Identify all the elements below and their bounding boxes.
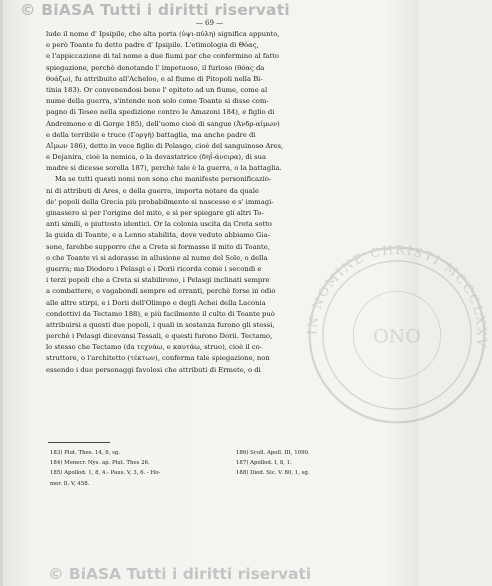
text-line: spiegazione, perchè denotando l' impetuoso, il furioso (θόας da [46,63,265,72]
text-line: la guida di Toante, e a Lenno stabilita, dove veduto abbiamo Gia- [46,231,270,240]
text-line: e della terribile e truce (Γοργή) battaglia, ma anche padre di [46,130,256,139]
footnote: 186) Scoll. Apoll. III, 1090. [236,450,310,456]
text-line: struttore, o l'architetto (τέκτων), conferma tale spiegazione, non [46,354,270,363]
text-line: guerra; ma Diodoro i Pelasgi e i Dorii ricorda come i secondi e [46,264,262,273]
text-line: de' popoli della Grecia più probabilmente si nascesse e s' immagi- [46,197,274,206]
text-line: perchè i Pelasgi dicevansi Tessali, e questi furono Dorii. Tectamo, [46,332,273,341]
text-line: madre si dicesse sorella 187), perchè tale è la guerra, o la battaglia. [46,164,282,173]
text-line: lo stesso che Tectamo (da τεχνάω, e καυτάω, struo), cioè il co- [46,343,263,352]
footnote-rule [48,442,110,443]
text-line: e l'appiccazione di tal nome a due fiumi par che confermino al fatto [46,52,279,61]
text-line: lude il nome d' Ipsipile, che alta porta (ὑψι-πύλη) significa appunto, [46,30,280,38]
footnotes-left [50,448,200,489]
footnote: 185) Apollod. 1, 8, 4.- Paus. V, 3, 6. - Ho- [50,470,161,477]
text-line: nume della guerra, s'intende non solo come Toante si disse com- [46,97,269,106]
footnote: 188) Diod. Sic. V. 80, 1, sg. [236,470,310,477]
seal-ring-text: IN NOMINE CHRISTI MCCCLXXV [305,243,489,350]
footnote: 187) Apollod. I, 8, 1. [236,460,292,467]
text-line: e però Toante fu detto padre d' Ipsipile. L'etimologia di Θόας, [46,41,259,50]
seal-letters: ONO [373,325,421,348]
text-line: anti simili, o piuttosto identici. Or la colonia uscita da Creta sotto [46,220,272,229]
footnote: mer. Il. V, 458. [50,480,90,487]
text-line: θοάζω), fu attribuito all'Acheloo, e al fiume di Pitopoli nella Bi- [46,74,263,83]
body-text [46,29,376,376]
text-line: attribuirsi a questi due popoli, i quali in sostanza furono gli stessi, [46,320,275,329]
text-line: Ma se tutti questi nomi non sono che manifeste personificazio- [55,175,272,184]
text-line: essendo i due personaggi favolosi che attributi di Ermete, o di [46,365,261,374]
text-line: pagno di Teseo nella spedizione contro le Amazoni 184), e figlio di [46,108,275,117]
page-number: — 69 — [195,19,224,27]
text-line: ni di attributi di Ares, e della guerra, importa notare da quale [46,186,260,195]
text-line: ginassero sì per l'origine del mito, e sì per spiegare gli altri To- [46,209,264,217]
text-line: e Dejanira, cioè la nemica, o la devastatrice (δηΐ-άνειρα), di sua [46,153,266,162]
footnote: 184) Menecr. Nys. ap. Plut. Thes 26. [50,460,150,467]
footnotes-right [236,448,376,479]
text-line: alle altre stirpi, e i Dorii dell'Olimpo e degli Achei della Laconia [46,298,266,307]
footnote: 183) Plut. Thes. 14, 8, sg. [50,450,121,456]
text-line: condottivi da Tectamo 188), e più facilmente il culto di Toante può [46,309,275,318]
text-line: tinia 183). Or convenendosi bene l' epiteto ad un fiume, come al [46,85,268,94]
text-line: i terzi popoli che a Creta si stabilirono, i Pelasgi inclinati sempre [46,276,270,285]
text-line: Andremone e di Gorge 185), dell'uomo cioè di sangue (Ἀνδρ-αίμων) [46,119,280,128]
text-line: o che Toante vi si adorasse in allusione al nume del Sole, o della [46,253,268,262]
text-line: Aἵμων 186), detto in vece figlio di Pelasgo, cioè del sanguinoso Ares, [46,141,284,150]
scan-edge [0,0,3,586]
watermark-bottom: © BiASA Tutti i diritti riservati [48,565,312,583]
text-line: sone, farebbe supporre che a Creta si formasse il mito di Toante, [46,242,270,251]
text-line: a combattere, e vagabondi sempre ed erranti, perchè forse in odio [46,287,276,296]
watermark-top: © BiASA Tutti i diritti riservati [20,1,290,19]
